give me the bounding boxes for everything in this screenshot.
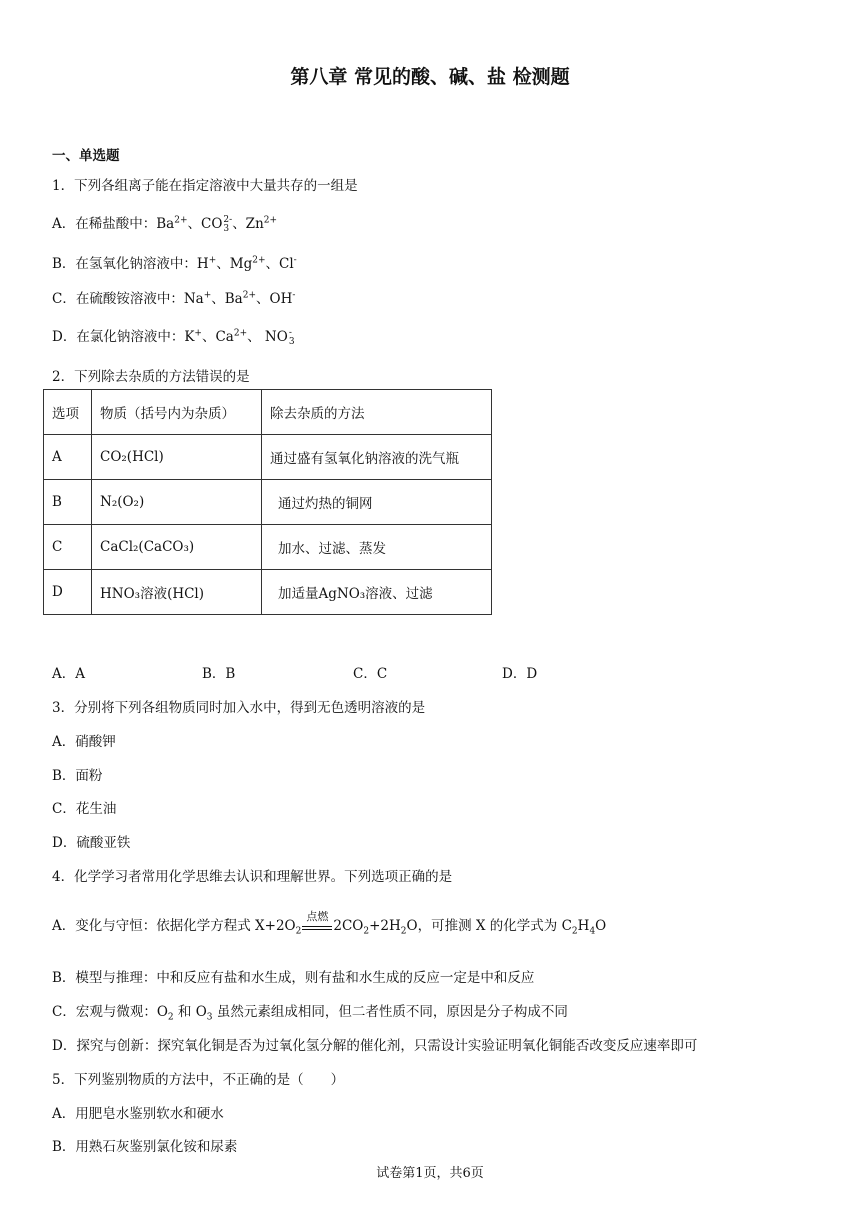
choice-c: C．C <box>353 666 388 682</box>
section-heading: 一、单选题 <box>52 148 120 164</box>
question-1-option-a: A．在稀盐酸中：$Ba^{2+}$、CO 2- 3 、$Zn^{2+}$ <box>52 214 278 234</box>
table-cell: CO₂(HCl) <box>92 435 262 480</box>
question-1-option-c: C．在硫酸铵溶液中：Na+、$Ba^{2+}$、OH- <box>52 290 296 307</box>
question-1-option-b: B．在氢氧化钠溶液中：H+、$Mg^{2+}$、Cl- <box>52 255 297 272</box>
table-cell: 加适量AgNO₃溶液、过滤 <box>262 570 492 615</box>
question-4-stem: 4．化学学习者常用化学思维去认识和理解世界。下列选项正确的是 <box>52 869 453 885</box>
q1-b-text: B．在氢氧化钠溶液中：H <box>52 256 209 272</box>
table-row <box>44 480 492 525</box>
question-3-option-c: C．花生油 <box>52 801 117 817</box>
q1-d-text: D．在氯化钠溶液中：K <box>52 329 195 345</box>
q4-a-pre: A．变化与守恒：依据化学方程式 X+2O <box>52 918 296 934</box>
question-2-stem: 2．下列除去杂质的方法错误的是 <box>52 369 250 385</box>
table-cell: 通过灼热的铜网 <box>262 480 492 525</box>
question-5-stem: 5．下列鉴别物质的方法中，不正确的是（ ） <box>52 1072 345 1088</box>
table-header: 物质（括号内为杂质） <box>92 390 262 435</box>
question-4-option-b: B．模型与推理：中和反应有盐和水生成，则有盐和水生成的反应一定是中和反应 <box>52 970 535 986</box>
table-header-row <box>44 390 492 435</box>
question-1-stem: 1．下列各组离子能在指定溶液中大量共存的一组是 <box>52 178 358 194</box>
table-cell: 加水、过滤、蒸发 <box>262 525 492 570</box>
table-cell: 通过盛有氢氧化钠溶液的洗气瓶 <box>262 435 492 480</box>
table-header: 选项 <box>44 390 92 435</box>
table-row <box>44 525 492 570</box>
reaction-condition: 点燃 <box>306 909 329 923</box>
question-4-option-d: D．探究与创新：探究氧化铜是否为过氧化氢分解的催化剂，只需设计实验证明氧化铜能否改变反应速率即可 <box>52 1038 698 1054</box>
table-cell: C <box>44 525 92 570</box>
table-cell: D <box>44 570 92 615</box>
table-header: 除去杂质的方法 <box>262 390 492 435</box>
choice-b: B．B <box>202 666 236 682</box>
q1-c-text: C．在硫酸铵溶液中：Na <box>52 291 204 307</box>
table-cell: B <box>44 480 92 525</box>
table-cell: CaCl₂(CaCO₃) <box>92 525 262 570</box>
question-5-option-b: B．用熟石灰鉴别氯化铵和尿素 <box>52 1139 238 1155</box>
question-5-option-a: A．用肥皂水鉴别软水和硬水 <box>52 1106 224 1122</box>
table-cell: A <box>44 435 92 480</box>
reaction-arrow <box>302 909 332 930</box>
question-3-option-b: B．面粉 <box>52 768 103 784</box>
page-footer: 试卷第1页，共6页 <box>376 1166 484 1181</box>
impurity-table <box>43 389 492 615</box>
q4-c-pre: C．宏观与微观：O <box>52 1004 168 1020</box>
q4-c-post: 虽然元素组成相同，但二者性质不同，原因是分子构成不同 <box>216 1004 568 1020</box>
choice-a: A．A <box>52 666 85 682</box>
question-3-stem: 3．分别将下列各组物质同时加入水中，得到无色透明溶液的是 <box>52 700 426 716</box>
q4-a-post: ，可推测 X 的化学式为 C <box>417 918 572 934</box>
choice-d: D．D <box>502 666 538 682</box>
q1-a-text: A．在稀盐酸中：Ba <box>52 216 175 232</box>
question-3-option-d: D．硫酸亚铁 <box>52 835 131 851</box>
question-1-option-d: D．在氯化钠溶液中：K+、$Ca^{2+}$、 NO - 3 <box>52 327 295 347</box>
question-3-option-a: A．硝酸钾 <box>52 734 116 750</box>
table-row <box>44 435 492 480</box>
question-4-option-c: C．宏观与微观：$O_2$ 和 $O_3$ 虽然元素组成相同，但二者性质不同，原因是分子构成不同 <box>52 1004 568 1023</box>
question-4-option-a: A．变化与守恒：依据化学方程式 $X+2O_2$ 点燃 $2CO_2+2H_2O$，可推测 X 的化学式为 $C_2H_4O$ <box>52 909 607 937</box>
table-cell: N₂(O₂) <box>92 480 262 525</box>
page-title: 第八章 常见的酸、碱、盐 检测题 <box>290 66 570 88</box>
table-row <box>44 570 492 615</box>
table-cell: HNO₃溶液(HCl) <box>92 570 262 615</box>
